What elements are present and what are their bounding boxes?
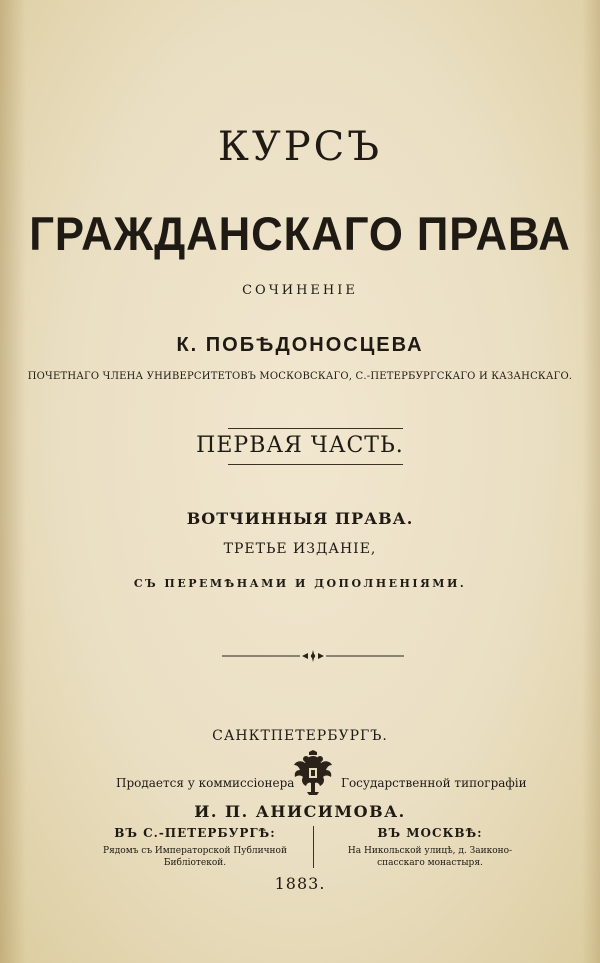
printing-house-text: Государственной типографіи	[341, 776, 527, 790]
author-name: К. ПОБѢДОНОСЦЕВА	[176, 334, 424, 356]
address-petersburg-line-1: Рядомъ съ Императорской Публичной	[103, 846, 287, 856]
address-moscow-line-1: На Никольской улицѣ, д. Заиконо-	[347, 846, 513, 856]
address-petersburg-line-2: Библіотекой.	[163, 858, 227, 868]
publication-year: 1883.	[274, 874, 326, 893]
publisher-name: И. П. АНИСИМОВА.	[194, 802, 406, 821]
imprint-column-petersburg	[88, 826, 302, 869]
sold-by-text: Продается у коммиссіонера	[116, 776, 295, 790]
address-moscow-line-2: спасскаго монастыря.	[377, 858, 483, 868]
author-membership: ПОЧЕТНАГО ЧЛЕНА УНИВЕРСИТЕТОВЪ МОСКОВСКАГО, С.-ПЕТЕРБУРГСКАГО И КАЗАНСКАГО.	[27, 371, 573, 382]
part-rule-top	[228, 428, 403, 429]
subject-heading: ВОТЧИННЫЯ ПРАВА.	[186, 509, 414, 528]
edition-statement: ТРЕТЬЕ ИЗДАНІЕ,	[223, 541, 377, 557]
changes-statement: СЪ ПЕРЕМѢНАМИ И ДОПОЛНЕНІЯМИ.	[133, 577, 467, 590]
part-title: ПЕРВАЯ ЧАСТЬ.	[196, 433, 404, 458]
column-divider	[313, 826, 314, 868]
byline-label: СОЧИНЕНІЕ	[242, 283, 358, 298]
title-line-1: КУРСЪ	[217, 124, 383, 170]
ornament-divider	[222, 650, 404, 662]
imprint-column-moscow	[330, 826, 530, 869]
column-heading-petersburg: ВЪ С.-ПЕТЕРБУРГѢ:	[114, 826, 276, 840]
part-rule-bottom	[228, 464, 403, 465]
column-heading-moscow: ВЪ МОСКВѢ:	[377, 826, 483, 840]
double-headed-eagle-icon	[292, 750, 334, 796]
imprint-city: САНКТПЕТЕРБУРГЪ.	[212, 728, 388, 744]
title-line-2: ГРАЖДАНСКАГО ПРАВА	[29, 207, 571, 260]
